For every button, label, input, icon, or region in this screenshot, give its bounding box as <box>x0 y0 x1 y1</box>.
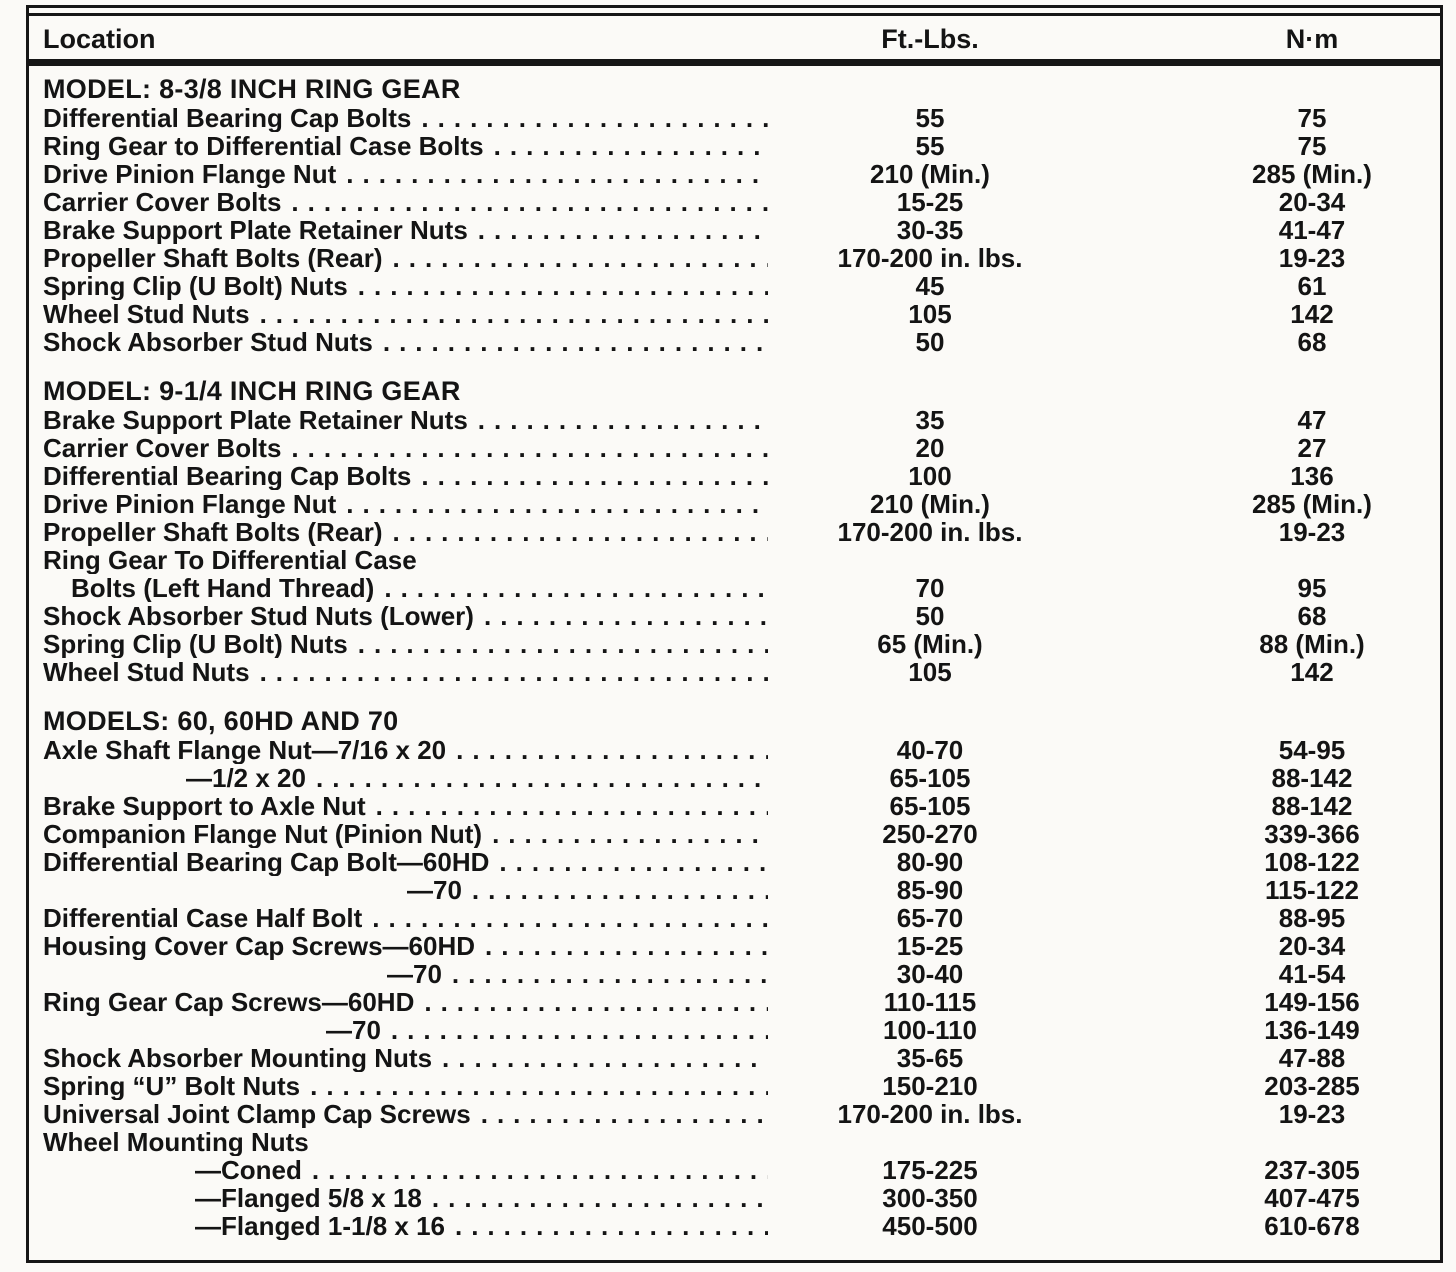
location-cell <box>41 904 780 932</box>
model-section <box>41 75 1432 356</box>
ftlbs-value: 110-115 <box>883 987 977 1017</box>
location-label: Spring Clip (U Bolt) Nuts <box>43 630 348 658</box>
spec-row <box>41 904 1432 932</box>
ftlbs-value: 65-105 <box>889 763 971 793</box>
spec-row <box>41 546 1432 574</box>
dot-leader <box>260 300 768 328</box>
location-label: Ring Gear To Differential Case <box>43 546 417 574</box>
location-label: —Coned <box>195 1156 302 1184</box>
nm-value: 41-47 <box>1278 215 1346 245</box>
ftlbs-value: 35-65 <box>896 1043 964 1073</box>
ftlbs-value: 40-70 <box>896 735 964 765</box>
dot-leader <box>472 876 768 904</box>
location-cell <box>41 848 780 876</box>
nm-value: 19-23 <box>1278 1099 1346 1129</box>
location-cell <box>41 434 780 462</box>
spec-row <box>41 216 1432 244</box>
ftlbs-value: 170-200 in. lbs. <box>837 243 1023 273</box>
section-title: MODEL: 9-1/4 INCH RING GEAR <box>43 376 461 406</box>
location-cell <box>41 104 780 132</box>
spec-row <box>41 160 1432 188</box>
location-label: Propeller Shaft Bolts (Rear) <box>43 518 383 546</box>
spec-row <box>41 820 1432 848</box>
ftlbs-value: 210 (Min.) <box>870 489 990 519</box>
location-label: Wheel Stud Nuts <box>43 300 250 328</box>
spec-row <box>41 658 1432 686</box>
location-cell <box>41 988 780 1016</box>
location-cell <box>41 406 780 434</box>
location-cell <box>41 960 780 988</box>
location-label: Differential Bearing Cap Bolt—60HD <box>43 848 490 876</box>
spec-row <box>41 876 1432 904</box>
ftlbs-value: 45 <box>915 271 945 301</box>
nm-value: 88 (Min.) <box>1259 629 1365 659</box>
spec-row <box>41 792 1432 820</box>
nm-value: 75 <box>1297 103 1327 133</box>
dot-leader <box>421 462 768 490</box>
ftlbs-value: 65-70 <box>896 903 964 933</box>
nm-value: 142 <box>1290 299 1334 329</box>
nm-value: 108-122 <box>1264 847 1360 877</box>
location-cell <box>41 1184 780 1212</box>
location-cell <box>41 272 780 300</box>
location-cell <box>41 630 780 658</box>
location-label: Carrier Cover Bolts <box>43 188 282 216</box>
nm-value: 68 <box>1297 601 1327 631</box>
dot-leader <box>393 518 768 546</box>
location-cell <box>41 1156 780 1184</box>
spec-row <box>41 848 1432 876</box>
table-body <box>41 75 1432 1240</box>
spec-row <box>41 272 1432 300</box>
location-label: —Flanged 1-1/8 x 16 <box>195 1212 445 1240</box>
nm-value: 285 (Min.) <box>1252 159 1372 189</box>
ftlbs-value: 70 <box>915 573 945 603</box>
nm-value: 41-54 <box>1278 959 1346 989</box>
spec-row <box>41 764 1432 792</box>
nm-value: 75 <box>1297 131 1327 161</box>
spec-row <box>41 462 1432 490</box>
dot-leader <box>291 188 768 216</box>
location-label: Companion Flange Nut (Pinion Nut) <box>43 820 483 848</box>
location-label: Universal Joint Clamp Cap Screws <box>43 1100 471 1128</box>
spec-row <box>41 1016 1432 1044</box>
location-label: Shock Absorber Mounting Nuts <box>43 1044 433 1072</box>
dot-leader <box>346 490 768 518</box>
spec-row <box>41 988 1432 1016</box>
location-label: Spring Clip (U Bolt) Nuts <box>43 272 348 300</box>
spec-row <box>41 602 1432 630</box>
location-label: Carrier Cover Bolts <box>43 434 282 462</box>
dot-leader <box>485 932 768 960</box>
location-cell <box>41 1212 780 1240</box>
ftlbs-value: 85-90 <box>896 875 964 905</box>
location-cell <box>41 764 780 792</box>
nm-value: 19-23 <box>1278 517 1346 547</box>
nm-value: 203-285 <box>1264 1071 1360 1101</box>
location-cell <box>41 188 780 216</box>
ftlbs-value: 35 <box>915 405 945 435</box>
location-label: Wheel Mounting Nuts <box>43 1128 309 1156</box>
dot-leader <box>358 630 768 658</box>
spec-row <box>41 328 1432 356</box>
nm-value: 285 (Min.) <box>1252 489 1372 519</box>
dot-leader <box>358 272 768 300</box>
nm-value: 27 <box>1297 433 1327 463</box>
location-label: —1/2 x 20 <box>186 764 306 792</box>
ftlbs-value: 80-90 <box>896 847 964 877</box>
header-nm: N·m <box>1285 24 1339 54</box>
nm-value: 47-88 <box>1278 1043 1346 1073</box>
dot-leader <box>376 792 768 820</box>
spec-row <box>41 104 1432 132</box>
dot-leader <box>310 1072 768 1100</box>
location-label: Differential Case Half Bolt <box>43 904 363 932</box>
ftlbs-value: 100-110 <box>883 1015 977 1045</box>
location-cell <box>41 1072 780 1100</box>
ftlbs-value: 15-25 <box>896 931 964 961</box>
location-label: Bolts (Left Hand Thread) <box>71 574 375 602</box>
location-cell <box>41 876 780 904</box>
spec-row <box>41 188 1432 216</box>
dot-leader <box>481 1100 768 1128</box>
location-cell <box>41 518 780 546</box>
section-title: MODEL: 8-3/8 INCH RING GEAR <box>43 74 461 104</box>
location-cell <box>41 462 780 490</box>
dot-leader <box>421 104 768 132</box>
spec-row <box>41 406 1432 434</box>
ftlbs-value: 300-350 <box>882 1183 978 1213</box>
dot-leader <box>484 602 768 630</box>
location-label: Housing Cover Cap Screws—60HD <box>43 932 476 960</box>
location-label: Shock Absorber Stud Nuts <box>43 328 373 356</box>
ftlbs-value: 170-200 in. lbs. <box>837 1099 1023 1129</box>
spec-row <box>41 1044 1432 1072</box>
location-label: Drive Pinion Flange Nut <box>43 160 337 188</box>
nm-value: 136 <box>1290 461 1334 491</box>
spec-row <box>41 434 1432 462</box>
location-label: Propeller Shaft Bolts (Rear) <box>43 244 383 272</box>
location-cell <box>41 932 780 960</box>
spec-row <box>41 736 1432 764</box>
nm-value: 237-305 <box>1264 1155 1360 1185</box>
ftlbs-value: 30-35 <box>896 215 964 245</box>
header-divider-rule <box>29 59 1440 66</box>
location-cell <box>41 1016 780 1044</box>
model-section <box>41 707 1432 1240</box>
location-label: Ring Gear Cap Screws—60HD <box>43 988 415 1016</box>
dot-leader <box>492 820 768 848</box>
location-label: Ring Gear to Differential Case Bolts <box>43 132 484 160</box>
location-cell <box>41 546 780 574</box>
location-cell <box>41 132 780 160</box>
ftlbs-value: 15-25 <box>896 187 964 217</box>
nm-value: 88-142 <box>1271 791 1353 821</box>
dot-leader <box>499 848 768 876</box>
spec-row <box>41 574 1432 602</box>
spec-row <box>41 1156 1432 1184</box>
dot-leader <box>424 988 768 1016</box>
spec-row <box>41 1184 1432 1212</box>
ftlbs-value: 55 <box>915 103 945 133</box>
nm-value: 339-366 <box>1264 819 1360 849</box>
header-ftlbs: Ft.-Lbs. <box>881 24 979 54</box>
location-cell <box>41 300 780 328</box>
location-label: Brake Support Plate Retainer Nuts <box>43 216 468 244</box>
nm-value: 20-34 <box>1278 187 1346 217</box>
nm-value: 115-122 <box>1265 875 1359 905</box>
location-cell <box>41 328 780 356</box>
spec-row <box>41 1128 1432 1156</box>
spec-row <box>41 1072 1432 1100</box>
nm-value: 54-95 <box>1278 735 1346 765</box>
location-label: Axle Shaft Flange Nut—7/16 x 20 <box>43 736 447 764</box>
spec-row <box>41 244 1432 272</box>
section-title: MODELS: 60, 60HD AND 70 <box>43 706 399 736</box>
nm-value: 68 <box>1297 327 1327 357</box>
spec-row <box>41 490 1432 518</box>
spec-row <box>41 1100 1432 1128</box>
location-cell <box>41 216 780 244</box>
ftlbs-value: 65-105 <box>889 791 971 821</box>
dot-leader <box>391 1016 768 1044</box>
ftlbs-value: 175-225 <box>882 1155 978 1185</box>
ftlbs-value: 105 <box>908 299 952 329</box>
nm-value: 20-34 <box>1278 931 1346 961</box>
torque-spec-table <box>26 5 1443 1263</box>
spec-row <box>41 518 1432 546</box>
ftlbs-value: 250-270 <box>882 819 978 849</box>
location-label: —70 <box>387 960 442 988</box>
spec-row <box>41 932 1432 960</box>
dot-leader <box>478 406 768 434</box>
dot-leader <box>316 764 768 792</box>
location-label: Brake Support to Axle Nut <box>43 792 366 820</box>
dot-leader <box>478 216 768 244</box>
location-cell <box>41 1100 780 1128</box>
location-label: Drive Pinion Flange Nut <box>43 490 337 518</box>
ftlbs-value: 450-500 <box>882 1211 978 1241</box>
nm-value: 19-23 <box>1278 243 1346 273</box>
nm-value: 142 <box>1290 657 1334 687</box>
dot-leader <box>260 658 768 686</box>
location-cell <box>41 602 780 630</box>
dot-leader <box>291 434 768 462</box>
dot-leader <box>383 328 768 356</box>
spec-row <box>41 630 1432 658</box>
location-label: —70 <box>407 876 462 904</box>
location-label: Wheel Stud Nuts <box>43 658 250 686</box>
location-label: —Flanged 5/8 x 18 <box>195 1184 422 1212</box>
header-location: Location <box>43 24 156 54</box>
ftlbs-value: 50 <box>915 601 945 631</box>
location-cell <box>41 658 780 686</box>
location-cell <box>41 160 780 188</box>
spec-row <box>41 1212 1432 1240</box>
ftlbs-value: 210 (Min.) <box>870 159 990 189</box>
dot-leader <box>312 1156 768 1184</box>
ftlbs-value: 50 <box>915 327 945 357</box>
location-cell <box>41 736 780 764</box>
nm-value: 88-95 <box>1278 903 1346 933</box>
location-label: Spring “U” Bolt Nuts <box>43 1072 301 1100</box>
dot-leader <box>494 132 768 160</box>
location-cell <box>41 490 780 518</box>
table-header <box>41 16 1432 59</box>
dot-leader <box>442 1044 768 1072</box>
dot-leader <box>372 904 768 932</box>
dot-leader <box>346 160 768 188</box>
spec-row <box>41 960 1432 988</box>
location-cell <box>41 820 780 848</box>
nm-value: 149-156 <box>1264 987 1360 1017</box>
dot-leader <box>455 1212 768 1240</box>
dot-leader <box>384 574 768 602</box>
location-cell <box>41 792 780 820</box>
location-label: Differential Bearing Cap Bolts <box>43 462 412 490</box>
ftlbs-value: 20 <box>915 433 945 463</box>
ftlbs-value: 170-200 in. lbs. <box>837 517 1023 547</box>
nm-value: 47 <box>1297 405 1327 435</box>
dot-leader <box>393 244 768 272</box>
location-label: —70 <box>326 1016 381 1044</box>
location-label: Brake Support Plate Retainer Nuts <box>43 406 468 434</box>
ftlbs-value: 65 (Min.) <box>877 629 983 659</box>
ftlbs-value: 105 <box>908 657 952 687</box>
nm-value: 407-475 <box>1264 1183 1360 1213</box>
location-cell <box>41 1128 780 1156</box>
model-section <box>41 377 1432 686</box>
nm-value: 88-142 <box>1271 763 1353 793</box>
location-cell <box>41 574 780 602</box>
nm-value: 136-149 <box>1264 1015 1360 1045</box>
location-label: Shock Absorber Stud Nuts (Lower) <box>43 602 474 630</box>
location-label: Differential Bearing Cap Bolts <box>43 104 412 132</box>
nm-value: 610-678 <box>1264 1211 1360 1241</box>
ftlbs-value: 150-210 <box>882 1071 978 1101</box>
spec-row <box>41 300 1432 328</box>
nm-value: 61 <box>1297 271 1327 301</box>
location-cell <box>41 244 780 272</box>
ftlbs-value: 55 <box>915 131 945 161</box>
dot-leader <box>432 1184 768 1212</box>
spec-row <box>41 132 1432 160</box>
ftlbs-value: 100 <box>908 461 952 491</box>
nm-value: 95 <box>1297 573 1327 603</box>
dot-leader <box>456 736 768 764</box>
ftlbs-value: 30-40 <box>896 959 964 989</box>
location-cell <box>41 1044 780 1072</box>
dot-leader <box>452 960 768 988</box>
